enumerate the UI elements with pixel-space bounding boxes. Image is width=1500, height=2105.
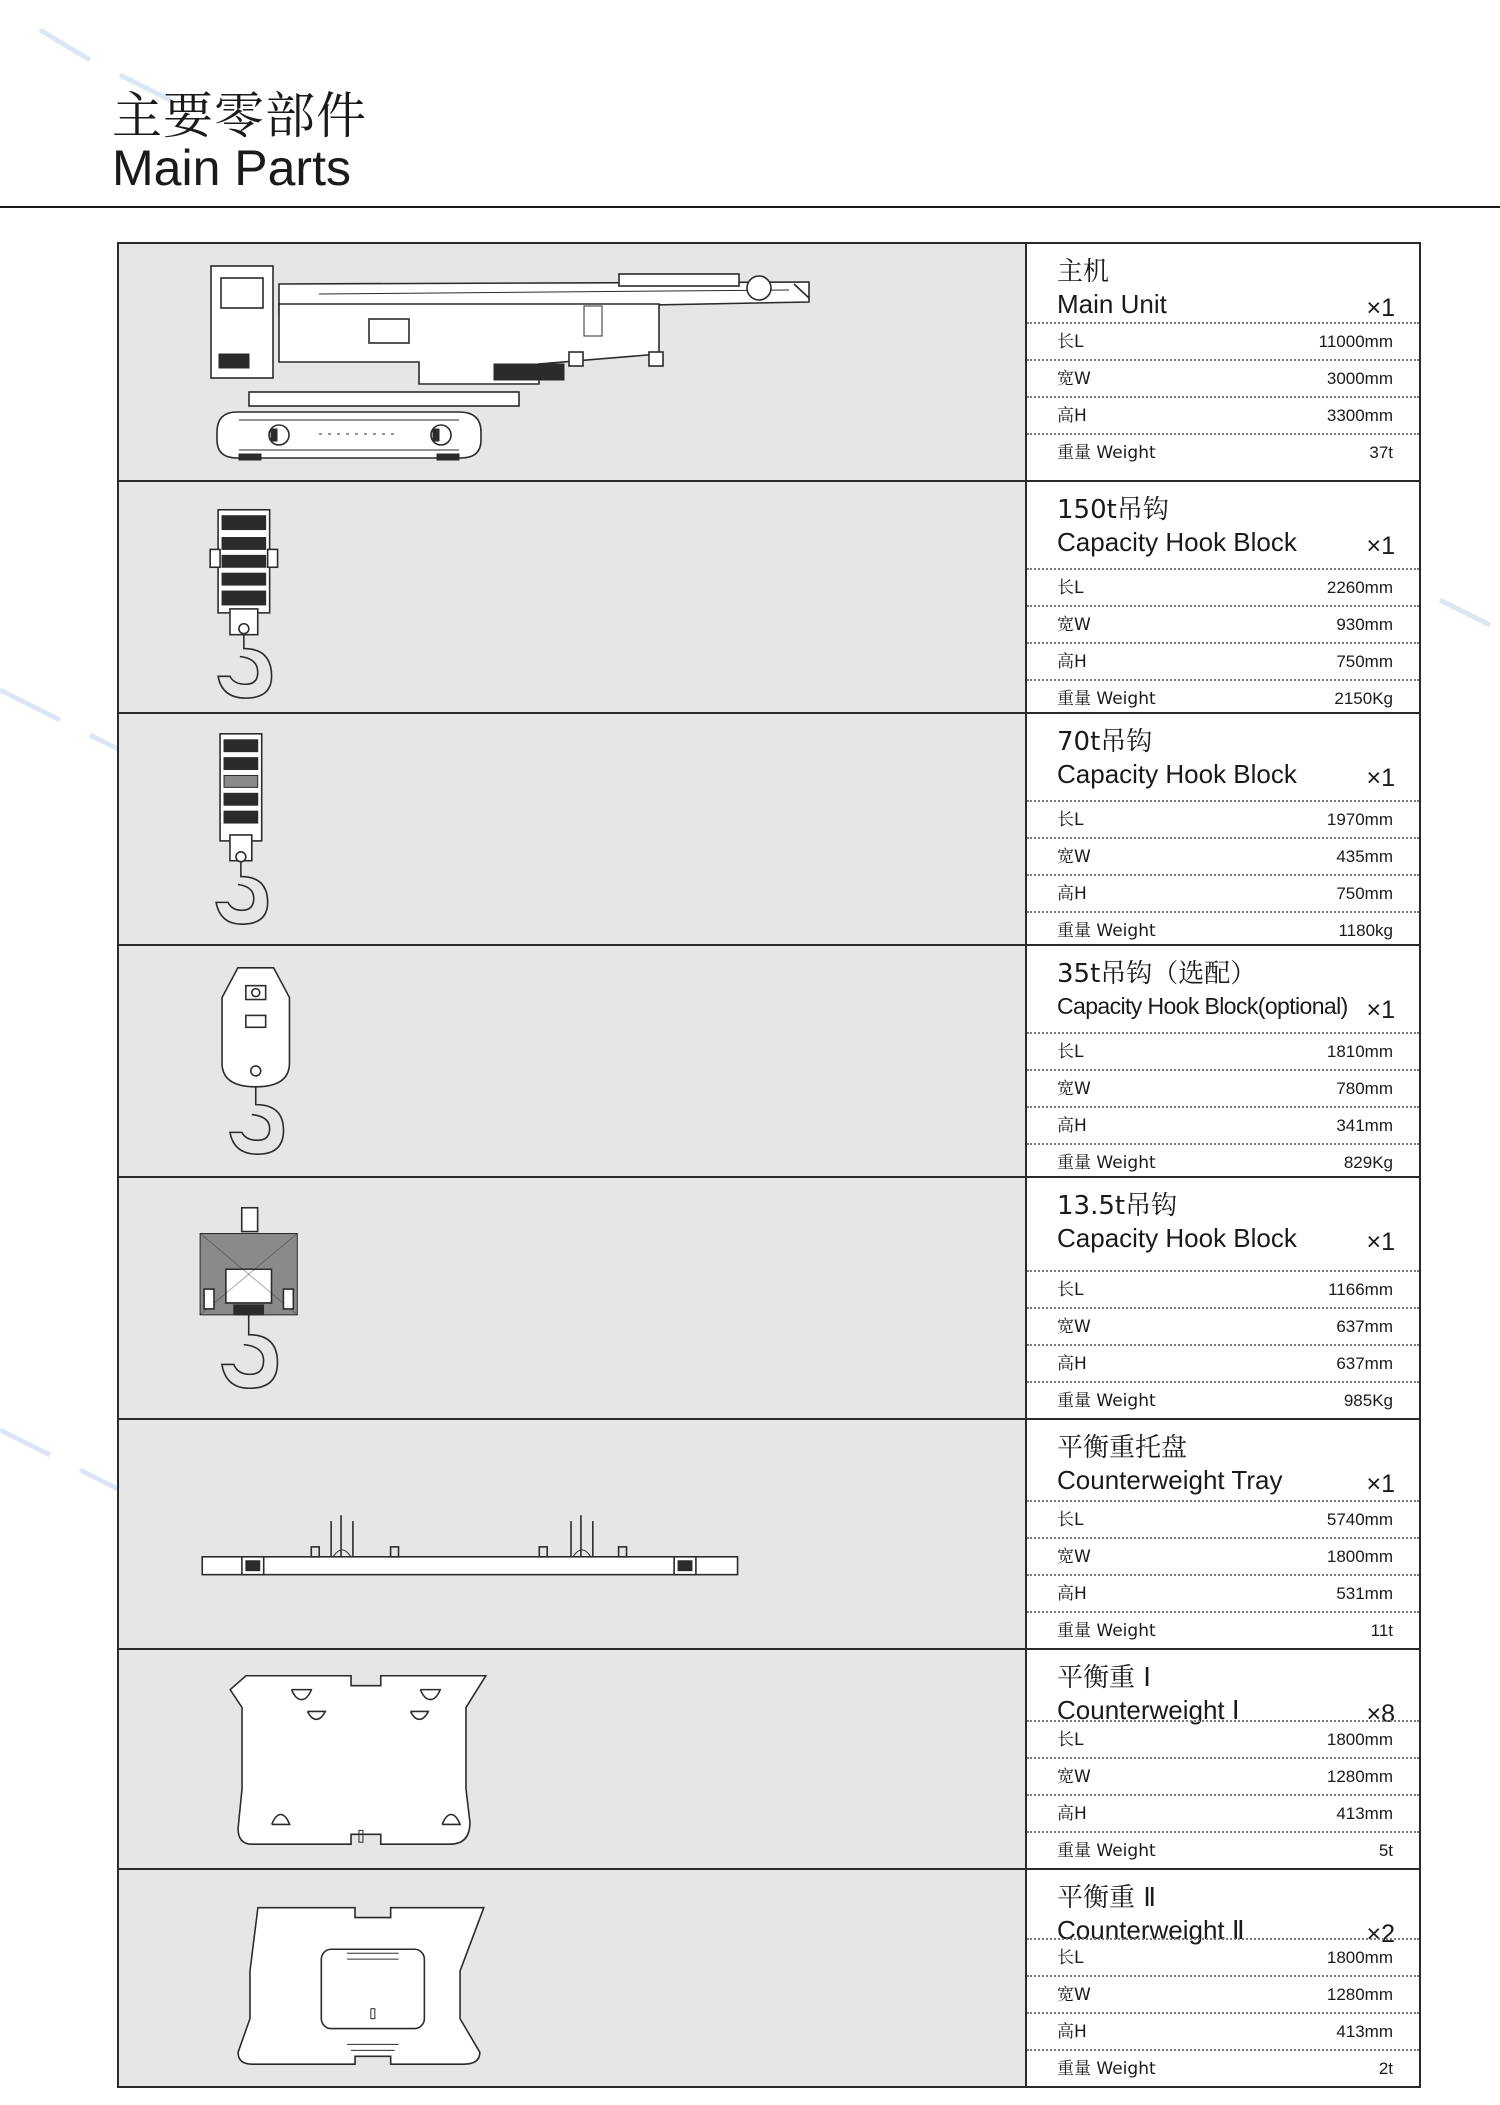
part-spec-counterweight-1	[1027, 1650, 1419, 1868]
spec-label: 宽W	[1057, 369, 1091, 389]
spec-list	[1027, 800, 1419, 948]
spec-width	[1027, 1069, 1419, 1106]
spec-value: 1800mm	[1326, 1948, 1393, 1967]
spec-value: 985Kg	[1343, 1391, 1393, 1410]
spec-label: 高H	[1057, 2022, 1087, 2042]
spec-label: 宽W	[1057, 1547, 1091, 1567]
part-quantity: ×1	[1366, 532, 1395, 560]
spec-value: 1166mm	[1328, 1280, 1393, 1299]
spec-list	[1027, 1270, 1419, 1418]
spec-length	[1027, 1938, 1419, 1975]
spec-value: 341mm	[1336, 1116, 1393, 1135]
spec-label: 长L	[1057, 1510, 1084, 1530]
spec-width	[1027, 1537, 1419, 1574]
hook-block-35t-icon	[119, 946, 1025, 1176]
spec-height	[1027, 396, 1419, 433]
part-row-main-unit	[119, 244, 1419, 480]
part-name-cn: 平衡重 Ⅱ	[1057, 1883, 1157, 1913]
part-quantity: ×1	[1366, 1228, 1395, 1256]
spec-width	[1027, 605, 1419, 642]
spec-label: 长L	[1057, 578, 1084, 598]
part-image-main-unit	[119, 244, 1027, 480]
part-header	[1027, 244, 1419, 330]
spec-height	[1027, 1794, 1419, 1831]
spec-value: 435mm	[1336, 847, 1393, 866]
part-quantity: ×2	[1366, 1920, 1395, 1948]
spec-label: 长L	[1057, 332, 1084, 352]
spec-label: 高H	[1057, 1116, 1087, 1136]
spec-value: 37t	[1369, 443, 1393, 462]
part-row-hook-35t	[119, 944, 1419, 1176]
spec-value: 1970mm	[1326, 810, 1393, 829]
spec-label: 重量 Weight	[1057, 1621, 1156, 1641]
spec-value: 829Kg	[1343, 1153, 1393, 1172]
part-name-cn: 平衡重托盘	[1057, 1433, 1188, 1463]
spec-weight	[1027, 1611, 1419, 1648]
spec-label: 宽W	[1057, 847, 1091, 867]
spec-value: 5t	[1378, 1841, 1393, 1860]
spec-height	[1027, 1106, 1419, 1143]
counterweight-tray-icon	[119, 1420, 1025, 1648]
spec-list	[1027, 568, 1419, 716]
spec-length	[1027, 1270, 1419, 1307]
spec-value: 3000mm	[1326, 369, 1393, 388]
spec-value: 2t	[1378, 2059, 1393, 2078]
part-row-hook-70t	[119, 712, 1419, 944]
part-header	[1027, 714, 1419, 800]
spec-length	[1027, 1032, 1419, 1069]
part-spec-hook-35t	[1027, 946, 1419, 1176]
spec-weight	[1027, 679, 1419, 716]
part-header	[1027, 1178, 1419, 1264]
part-name-en: Counterweight Ⅱ	[1057, 1915, 1245, 1945]
part-name-cn: 150t吊钩	[1057, 495, 1169, 525]
part-quantity: ×8	[1366, 1700, 1395, 1728]
spec-weight	[1027, 911, 1419, 948]
header-divider	[0, 206, 1500, 208]
page-title-cn: 主要零部件	[112, 87, 367, 145]
spec-value: 780mm	[1336, 1079, 1393, 1098]
spec-label: 重量 Weight	[1057, 689, 1156, 709]
spec-length	[1027, 800, 1419, 837]
spec-value: 2260mm	[1326, 578, 1393, 597]
spec-width	[1027, 1307, 1419, 1344]
part-header	[1027, 946, 1419, 1032]
part-row-counterweight-tray	[119, 1418, 1419, 1648]
spec-value: 413mm	[1336, 2022, 1393, 2041]
spec-label: 重量 Weight	[1057, 1841, 1156, 1861]
parts-table	[117, 242, 1421, 2088]
part-name-cn: 70t吊钩	[1057, 727, 1153, 757]
part-spec-hook-150t	[1027, 482, 1419, 712]
spec-list	[1027, 1720, 1419, 1868]
spec-value: 413mm	[1336, 1804, 1393, 1823]
spec-weight	[1027, 1143, 1419, 1180]
part-name-en: Capacity Hook Block	[1057, 759, 1297, 789]
spec-height	[1027, 1574, 1419, 1611]
part-name-en: Capacity Hook Block	[1057, 527, 1297, 557]
spec-value: 3300mm	[1326, 406, 1393, 425]
spec-label: 高H	[1057, 652, 1087, 672]
spec-label: 高H	[1057, 406, 1087, 426]
spec-value: 637mm	[1336, 1317, 1393, 1336]
part-image-hook-13-5t	[119, 1178, 1027, 1418]
part-image-counterweight-tray	[119, 1420, 1027, 1648]
spec-label: 高H	[1057, 1804, 1087, 1824]
part-image-hook-35t	[119, 946, 1027, 1176]
spec-label: 重量 Weight	[1057, 2059, 1156, 2079]
spec-value: 1280mm	[1326, 1767, 1393, 1786]
part-quantity: ×1	[1366, 294, 1395, 322]
part-name-en: Counterweight Ⅰ	[1057, 1695, 1240, 1725]
spec-label: 长L	[1057, 1042, 1084, 1062]
hook-block-70t-icon	[119, 714, 1025, 944]
spec-height	[1027, 2012, 1419, 2049]
spec-label: 宽W	[1057, 1317, 1091, 1337]
spec-weight	[1027, 433, 1419, 470]
spec-list	[1027, 322, 1419, 470]
spec-value: 5740mm	[1326, 1510, 1393, 1529]
spec-label: 宽W	[1057, 1079, 1091, 1099]
part-name-cn: 平衡重 Ⅰ	[1057, 1663, 1151, 1693]
spec-label: 宽W	[1057, 1985, 1091, 2005]
part-name-en: Capacity Hook Block	[1057, 1223, 1297, 1253]
spec-weight	[1027, 1381, 1419, 1418]
spec-value: 1810mm	[1326, 1042, 1393, 1061]
spec-width	[1027, 359, 1419, 396]
spec-width	[1027, 1757, 1419, 1794]
spec-label: 重量 Weight	[1057, 921, 1156, 941]
spec-label: 重量 Weight	[1057, 443, 1156, 463]
spec-label: 长L	[1057, 810, 1084, 830]
spec-value: 750mm	[1336, 884, 1393, 903]
spec-list	[1027, 1032, 1419, 1180]
counterweight-1-icon	[119, 1650, 1025, 1868]
spec-label: 重量 Weight	[1057, 1391, 1156, 1411]
part-row-hook-13-5t	[119, 1176, 1419, 1418]
spec-value: 930mm	[1336, 615, 1393, 634]
counterweight-2-icon	[119, 1870, 1025, 2086]
spec-label: 长L	[1057, 1730, 1084, 1750]
page-title-en: Main Parts	[112, 140, 351, 196]
spec-label: 高H	[1057, 1584, 1087, 1604]
part-spec-main-unit	[1027, 244, 1419, 480]
spec-width	[1027, 837, 1419, 874]
spec-label: 长L	[1057, 1280, 1084, 1300]
part-row-counterweight-1	[119, 1648, 1419, 1868]
spec-width	[1027, 1975, 1419, 2012]
part-name-cn: 13.5t吊钩	[1057, 1191, 1178, 1221]
spec-label: 高H	[1057, 1354, 1087, 1374]
spec-value: 2150Kg	[1334, 689, 1393, 708]
part-image-counterweight-2	[119, 1870, 1027, 2086]
spec-weight	[1027, 2049, 1419, 2086]
part-quantity: ×1	[1366, 996, 1395, 1024]
part-image-counterweight-1	[119, 1650, 1027, 1868]
crawler-crane-icon	[119, 244, 1025, 480]
hook-block-13-5t-icon	[119, 1178, 1025, 1418]
part-quantity: ×1	[1366, 764, 1395, 792]
part-name-cn: 35t吊钩（选配）	[1057, 959, 1257, 989]
hook-block-150t-icon	[119, 482, 1025, 712]
part-image-hook-70t	[119, 714, 1027, 944]
part-spec-counterweight-tray	[1027, 1420, 1419, 1648]
spec-label: 长L	[1057, 1948, 1084, 1968]
spec-value: 1800mm	[1326, 1730, 1393, 1749]
spec-value: 1280mm	[1326, 1985, 1393, 2004]
part-name-en: Capacity Hook Block(optional)	[1057, 993, 1348, 1019]
part-row-hook-150t	[119, 480, 1419, 712]
spec-list	[1027, 1500, 1419, 1648]
spec-label: 宽W	[1057, 615, 1091, 635]
part-quantity: ×1	[1366, 1470, 1395, 1498]
part-row-counterweight-2	[119, 1868, 1419, 2086]
part-header	[1027, 1420, 1419, 1506]
part-spec-counterweight-2	[1027, 1870, 1419, 2086]
spec-list	[1027, 1938, 1419, 2086]
spec-value: 1180kg	[1338, 921, 1393, 940]
spec-value: 531mm	[1336, 1584, 1393, 1603]
part-name-en: Counterweight Tray	[1057, 1465, 1283, 1495]
spec-length	[1027, 1720, 1419, 1757]
spec-value: 11000mm	[1318, 332, 1393, 351]
spec-label: 重量 Weight	[1057, 1153, 1156, 1173]
spec-value: 11t	[1370, 1621, 1393, 1640]
spec-value: 750mm	[1336, 652, 1393, 671]
spec-weight	[1027, 1831, 1419, 1868]
spec-label: 宽W	[1057, 1767, 1091, 1787]
spec-length	[1027, 1500, 1419, 1537]
spec-value: 1800mm	[1326, 1547, 1393, 1566]
spec-height	[1027, 874, 1419, 911]
spec-height	[1027, 1344, 1419, 1381]
part-name-en: Main Unit	[1057, 289, 1167, 319]
part-spec-hook-13-5t	[1027, 1178, 1419, 1418]
part-header	[1027, 482, 1419, 568]
spec-length	[1027, 568, 1419, 605]
spec-label: 高H	[1057, 884, 1087, 904]
spec-height	[1027, 642, 1419, 679]
part-name-cn: 主机	[1057, 257, 1110, 287]
spec-length	[1027, 322, 1419, 359]
spec-value: 637mm	[1336, 1354, 1393, 1373]
part-spec-hook-70t	[1027, 714, 1419, 944]
part-image-hook-150t	[119, 482, 1027, 712]
